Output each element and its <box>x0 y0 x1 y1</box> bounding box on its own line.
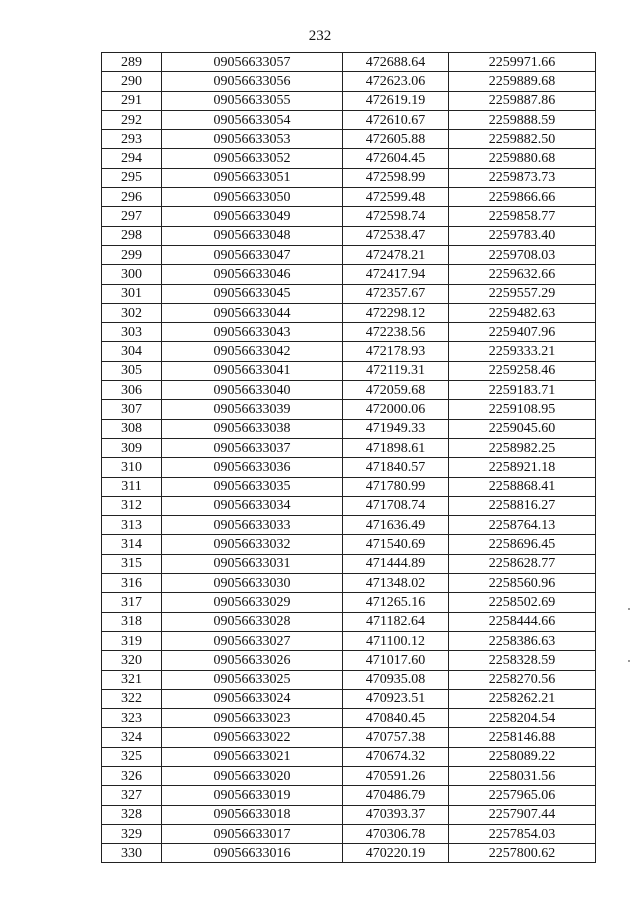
parcel-id-cell: 09056633017 <box>162 824 343 843</box>
x-coordinate-cell: 472478.21 <box>343 245 449 264</box>
parcel-id-cell: 09056633057 <box>162 53 343 72</box>
x-coordinate-cell: 471949.33 <box>343 419 449 438</box>
parcel-id-cell: 09056633037 <box>162 438 343 457</box>
row-number-cell: 290 <box>102 72 162 91</box>
row-number-cell: 302 <box>102 303 162 322</box>
x-coordinate-cell: 472605.88 <box>343 130 449 149</box>
table-row <box>102 419 596 438</box>
y-coordinate-cell: 2257800.62 <box>449 844 596 863</box>
y-coordinate-cell: 2259407.96 <box>449 323 596 342</box>
y-coordinate-cell: 2259887.86 <box>449 91 596 110</box>
parcel-id-cell: 09056633036 <box>162 458 343 477</box>
x-coordinate-cell: 471898.61 <box>343 438 449 457</box>
x-coordinate-cell: 470220.19 <box>343 844 449 863</box>
row-number-cell: 328 <box>102 805 162 824</box>
row-number-cell: 316 <box>102 574 162 593</box>
table-row <box>102 72 596 91</box>
parcel-id-cell: 09056633047 <box>162 245 343 264</box>
row-number-cell: 294 <box>102 149 162 168</box>
row-number-cell: 322 <box>102 689 162 708</box>
row-number-cell: 301 <box>102 284 162 303</box>
table-row <box>102 245 596 264</box>
y-coordinate-cell: 2259258.46 <box>449 361 596 380</box>
x-coordinate-cell: 472178.93 <box>343 342 449 361</box>
table-row <box>102 168 596 187</box>
parcel-id-cell: 09056633024 <box>162 689 343 708</box>
y-coordinate-cell: 2257854.03 <box>449 824 596 843</box>
row-number-cell: 326 <box>102 766 162 785</box>
x-coordinate-cell: 470591.26 <box>343 766 449 785</box>
parcel-id-cell: 09056633027 <box>162 631 343 650</box>
y-coordinate-cell: 2259880.68 <box>449 149 596 168</box>
x-coordinate-cell: 470674.32 <box>343 747 449 766</box>
parcel-id-cell: 09056633049 <box>162 207 343 226</box>
parcel-id-cell: 09056633028 <box>162 612 343 631</box>
table-row <box>102 554 596 573</box>
y-coordinate-cell: 2259557.29 <box>449 284 596 303</box>
x-coordinate-cell: 471348.02 <box>343 574 449 593</box>
row-number-cell: 309 <box>102 438 162 457</box>
table-row <box>102 805 596 824</box>
row-number-cell: 321 <box>102 670 162 689</box>
scan-mark <box>628 608 630 610</box>
row-number-cell: 313 <box>102 516 162 535</box>
x-coordinate-cell: 471265.16 <box>343 593 449 612</box>
table-row <box>102 265 596 284</box>
y-coordinate-cell: 2258921.18 <box>449 458 596 477</box>
table-row <box>102 91 596 110</box>
parcel-id-cell: 09056633021 <box>162 747 343 766</box>
x-coordinate-cell: 471017.60 <box>343 651 449 670</box>
parcel-id-cell: 09056633044 <box>162 303 343 322</box>
y-coordinate-cell: 2259183.71 <box>449 381 596 400</box>
x-coordinate-cell: 472604.45 <box>343 149 449 168</box>
row-number-cell: 299 <box>102 245 162 264</box>
y-coordinate-cell: 2259873.73 <box>449 168 596 187</box>
table-row <box>102 709 596 728</box>
x-coordinate-cell: 472598.99 <box>343 168 449 187</box>
table-row <box>102 766 596 785</box>
parcel-id-cell: 09056633048 <box>162 226 343 245</box>
parcel-id-cell: 09056633019 <box>162 786 343 805</box>
parcel-id-cell: 09056633051 <box>162 168 343 187</box>
table-row <box>102 381 596 400</box>
parcel-id-cell: 09056633034 <box>162 496 343 515</box>
parcel-id-cell: 09056633031 <box>162 554 343 573</box>
parcel-id-cell: 09056633046 <box>162 265 343 284</box>
y-coordinate-cell: 2259888.59 <box>449 110 596 129</box>
table-row <box>102 207 596 226</box>
y-coordinate-cell: 2259333.21 <box>449 342 596 361</box>
y-coordinate-cell: 2258764.13 <box>449 516 596 535</box>
table-row <box>102 535 596 554</box>
y-coordinate-cell: 2257907.44 <box>449 805 596 824</box>
y-coordinate-cell: 2258628.77 <box>449 554 596 573</box>
y-coordinate-cell: 2258816.27 <box>449 496 596 515</box>
row-number-cell: 297 <box>102 207 162 226</box>
x-coordinate-cell: 471840.57 <box>343 458 449 477</box>
x-coordinate-cell: 472619.19 <box>343 91 449 110</box>
table-row <box>102 747 596 766</box>
parcel-id-cell: 09056633056 <box>162 72 343 91</box>
parcel-id-cell: 09056633022 <box>162 728 343 747</box>
y-coordinate-cell: 2259783.40 <box>449 226 596 245</box>
parcel-id-cell: 09056633038 <box>162 419 343 438</box>
y-coordinate-cell: 2258328.59 <box>449 651 596 670</box>
row-number-cell: 298 <box>102 226 162 245</box>
y-coordinate-cell: 2258386.63 <box>449 631 596 650</box>
y-coordinate-cell: 2259889.68 <box>449 72 596 91</box>
y-coordinate-cell: 2259971.66 <box>449 53 596 72</box>
y-coordinate-cell: 2258982.25 <box>449 438 596 457</box>
table-row <box>102 631 596 650</box>
table-row <box>102 303 596 322</box>
parcel-id-cell: 09056633029 <box>162 593 343 612</box>
table-row <box>102 458 596 477</box>
y-coordinate-cell: 2259482.63 <box>449 303 596 322</box>
table-row <box>102 110 596 129</box>
x-coordinate-cell: 471636.49 <box>343 516 449 535</box>
parcel-id-cell: 09056633030 <box>162 574 343 593</box>
y-coordinate-cell: 2259045.60 <box>449 419 596 438</box>
row-number-cell: 307 <box>102 400 162 419</box>
row-number-cell: 291 <box>102 91 162 110</box>
x-coordinate-cell: 472688.64 <box>343 53 449 72</box>
x-coordinate-cell: 471100.12 <box>343 631 449 650</box>
x-coordinate-cell: 472238.56 <box>343 323 449 342</box>
parcel-id-cell: 09056633026 <box>162 651 343 670</box>
parcel-id-cell: 09056633039 <box>162 400 343 419</box>
row-number-cell: 314 <box>102 535 162 554</box>
parcel-id-cell: 09056633045 <box>162 284 343 303</box>
row-number-cell: 295 <box>102 168 162 187</box>
table-row <box>102 574 596 593</box>
y-coordinate-cell: 2258262.21 <box>449 689 596 708</box>
parcel-id-cell: 09056633053 <box>162 130 343 149</box>
parcel-id-cell: 09056633016 <box>162 844 343 863</box>
parcel-id-cell: 09056633041 <box>162 361 343 380</box>
parcel-id-cell: 09056633023 <box>162 709 343 728</box>
parcel-id-cell: 09056633054 <box>162 110 343 129</box>
y-coordinate-cell: 2259882.50 <box>449 130 596 149</box>
parcel-id-cell: 09056633043 <box>162 323 343 342</box>
row-number-cell: 310 <box>102 458 162 477</box>
x-coordinate-cell: 471708.74 <box>343 496 449 515</box>
parcel-id-cell: 09056633018 <box>162 805 343 824</box>
row-number-cell: 311 <box>102 477 162 496</box>
y-coordinate-cell: 2258089.22 <box>449 747 596 766</box>
table-row <box>102 361 596 380</box>
y-coordinate-cell: 2258502.69 <box>449 593 596 612</box>
x-coordinate-cell: 472298.12 <box>343 303 449 322</box>
table-row <box>102 689 596 708</box>
parcel-id-cell: 09056633035 <box>162 477 343 496</box>
table-body <box>102 53 596 863</box>
x-coordinate-cell: 470757.38 <box>343 728 449 747</box>
row-number-cell: 329 <box>102 824 162 843</box>
table-row <box>102 824 596 843</box>
table-row <box>102 400 596 419</box>
x-coordinate-cell: 471540.69 <box>343 535 449 554</box>
x-coordinate-cell: 471182.64 <box>343 612 449 631</box>
table-row <box>102 323 596 342</box>
x-coordinate-cell: 470935.08 <box>343 670 449 689</box>
row-number-cell: 296 <box>102 188 162 207</box>
row-number-cell: 308 <box>102 419 162 438</box>
table-row <box>102 670 596 689</box>
table-row <box>102 438 596 457</box>
parcel-id-cell: 09056633032 <box>162 535 343 554</box>
table-row <box>102 149 596 168</box>
x-coordinate-cell: 472610.67 <box>343 110 449 129</box>
row-number-cell: 293 <box>102 130 162 149</box>
y-coordinate-cell: 2258696.45 <box>449 535 596 554</box>
coordinates-table <box>101 52 596 863</box>
x-coordinate-cell: 472357.67 <box>343 284 449 303</box>
row-number-cell: 319 <box>102 631 162 650</box>
row-number-cell: 306 <box>102 381 162 400</box>
y-coordinate-cell: 2259632.66 <box>449 265 596 284</box>
parcel-id-cell: 09056633042 <box>162 342 343 361</box>
table-row <box>102 226 596 245</box>
x-coordinate-cell: 470840.45 <box>343 709 449 728</box>
y-coordinate-cell: 2258204.54 <box>449 709 596 728</box>
row-number-cell: 325 <box>102 747 162 766</box>
x-coordinate-cell: 472119.31 <box>343 361 449 380</box>
y-coordinate-cell: 2258444.66 <box>449 612 596 631</box>
y-coordinate-cell: 2258560.96 <box>449 574 596 593</box>
parcel-id-cell: 09056633025 <box>162 670 343 689</box>
table-row <box>102 284 596 303</box>
row-number-cell: 320 <box>102 651 162 670</box>
row-number-cell: 312 <box>102 496 162 515</box>
x-coordinate-cell: 471444.89 <box>343 554 449 573</box>
x-coordinate-cell: 472598.74 <box>343 207 449 226</box>
parcel-id-cell: 09056633020 <box>162 766 343 785</box>
x-coordinate-cell: 472417.94 <box>343 265 449 284</box>
table-row <box>102 496 596 515</box>
table-row <box>102 516 596 535</box>
y-coordinate-cell: 2258146.88 <box>449 728 596 747</box>
y-coordinate-cell: 2259866.66 <box>449 188 596 207</box>
row-number-cell: 318 <box>102 612 162 631</box>
row-number-cell: 305 <box>102 361 162 380</box>
x-coordinate-cell: 470486.79 <box>343 786 449 805</box>
table-row <box>102 477 596 496</box>
x-coordinate-cell: 470306.78 <box>343 824 449 843</box>
table-row <box>102 130 596 149</box>
parcel-id-cell: 09056633050 <box>162 188 343 207</box>
row-number-cell: 327 <box>102 786 162 805</box>
row-number-cell: 330 <box>102 844 162 863</box>
y-coordinate-cell: 2259708.03 <box>449 245 596 264</box>
row-number-cell: 324 <box>102 728 162 747</box>
row-number-cell: 315 <box>102 554 162 573</box>
x-coordinate-cell: 472623.06 <box>343 72 449 91</box>
parcel-id-cell: 09056633040 <box>162 381 343 400</box>
parcel-id-cell: 09056633052 <box>162 149 343 168</box>
table-row <box>102 593 596 612</box>
table-row <box>102 728 596 747</box>
x-coordinate-cell: 470923.51 <box>343 689 449 708</box>
x-coordinate-cell: 472000.06 <box>343 400 449 419</box>
row-number-cell: 300 <box>102 265 162 284</box>
parcel-id-cell: 09056633055 <box>162 91 343 110</box>
row-number-cell: 317 <box>102 593 162 612</box>
y-coordinate-cell: 2259108.95 <box>449 400 596 419</box>
table-row <box>102 53 596 72</box>
page-number: 232 <box>308 28 332 44</box>
y-coordinate-cell: 2258270.56 <box>449 670 596 689</box>
y-coordinate-cell: 2257965.06 <box>449 786 596 805</box>
row-number-cell: 323 <box>102 709 162 728</box>
x-coordinate-cell: 471780.99 <box>343 477 449 496</box>
y-coordinate-cell: 2258868.41 <box>449 477 596 496</box>
row-number-cell: 304 <box>102 342 162 361</box>
row-number-cell: 292 <box>102 110 162 129</box>
scan-mark <box>628 660 630 662</box>
table-row <box>102 786 596 805</box>
x-coordinate-cell: 472538.47 <box>343 226 449 245</box>
x-coordinate-cell: 472059.68 <box>343 381 449 400</box>
row-number-cell: 289 <box>102 53 162 72</box>
table-row <box>102 342 596 361</box>
y-coordinate-cell: 2259858.77 <box>449 207 596 226</box>
table-row <box>102 188 596 207</box>
y-coordinate-cell: 2258031.56 <box>449 766 596 785</box>
parcel-id-cell: 09056633033 <box>162 516 343 535</box>
table-row <box>102 651 596 670</box>
row-number-cell: 303 <box>102 323 162 342</box>
x-coordinate-cell: 470393.37 <box>343 805 449 824</box>
table-row <box>102 844 596 863</box>
table-row <box>102 612 596 631</box>
x-coordinate-cell: 472599.48 <box>343 188 449 207</box>
